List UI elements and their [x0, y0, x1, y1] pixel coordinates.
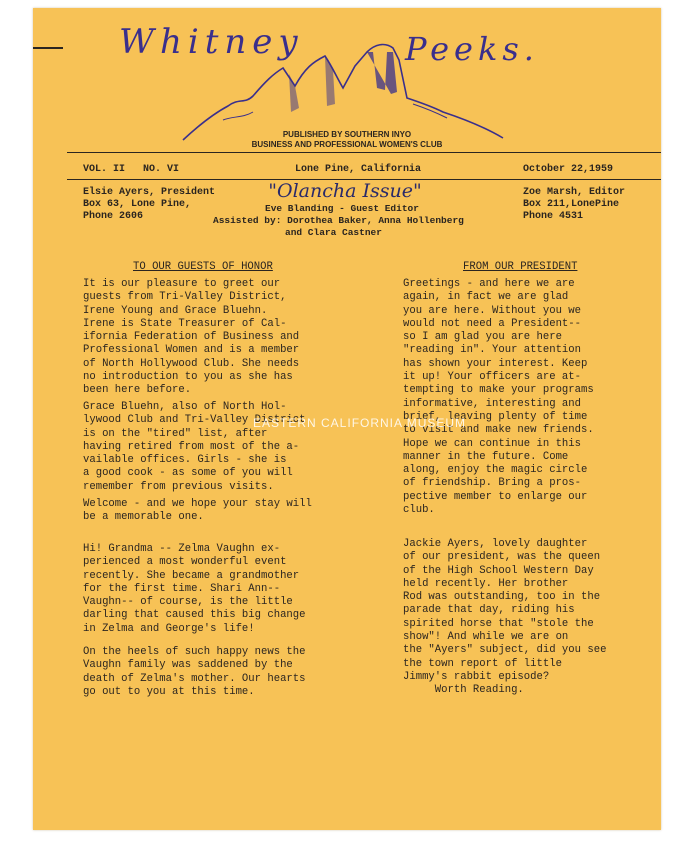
editor-box: Box 211,LonePine: [523, 199, 620, 210]
right-paragraph-2: Jackie Ayers, lovely daughter of our president, was the queen of the High School Western Day held recently. Her brother Rod was outstanding, too in the parade that day, riding his spirited horse that "stole the show"! And while we are on the "Ayers" subject, did you see the town report of little Jimmy's rabbit episode? Worth Reading.: [403, 538, 607, 697]
editors-block: [213, 203, 483, 239]
museum-watermark: EASTERN CALIFORNIA MUSEUM: [253, 416, 467, 430]
president-name: Elsie Ayers, President: [83, 187, 216, 198]
left-column-heading: TO OUR GUESTS OF HONOR: [133, 261, 273, 273]
editor-phone: Phone 4531: [523, 211, 584, 222]
guest-editor: Eve Blanding - Guest Editor: [265, 203, 419, 214]
issue-place: Lone Pine, California: [295, 164, 422, 175]
publisher-line-2: BUSINESS AND PROFESSIONAL WOMEN'S CLUB: [251, 140, 443, 149]
left-paragraph-5: On the heels of such happy news the Vaughn family was saddened by the death of Zelma's mother. Our hearts go out to you at this time.: [83, 646, 306, 698]
volume-number: VOL. II: [83, 164, 126, 175]
president-phone: Phone 2606: [83, 211, 144, 222]
issue-date: October 22,1959: [523, 164, 614, 175]
issue-number: NO. VI: [143, 164, 180, 175]
left-paragraph-2: Grace Bluehn, also of North Hol- lywood Club and Tri-Valley District is on the "tired" list, after having retired from most of the a- vailable offices. Girls - she is a good cook - as some of you will remember from previous visits.: [83, 401, 306, 493]
left-paragraph-3: Welcome - and we hope your stay will be a memorable one.: [83, 498, 312, 524]
right-column-heading: FROM OUR PRESIDENT: [463, 261, 578, 273]
newsletter-page: [33, 8, 661, 830]
issue-title: "Olancha Issue": [268, 180, 422, 202]
president-box: Box 63, Lone Pine,: [83, 199, 192, 210]
left-paragraph-4: Hi! Grandma -- Zelma Vaughn ex- perienced a most wonderful event recently. She became a grandmother for the first time. Shari Ann-- Vaughn-- of course, is the little darling that caused this big change in Zelma and George's life!: [83, 543, 306, 635]
header-rule-top: [67, 152, 661, 153]
masthead-title-left: Whitney: [119, 22, 304, 62]
assisted-by-line-1: Assisted by: Dorothea Baker, Anna Hollenberg: [213, 215, 464, 226]
masthead-title-right: Peeks.: [405, 30, 539, 68]
publisher-block: [33, 130, 661, 150]
publisher-line-1: PUBLISHED BY SOUTHERN INYO: [282, 130, 412, 139]
editor-contact: [523, 187, 625, 223]
assisted-by-line-2: and Clara Castner: [285, 227, 382, 238]
editor-name: Zoe Marsh, Editor: [523, 187, 626, 198]
president-contact: [83, 187, 215, 223]
left-paragraph-1: It is our pleasure to greet our guests from Tri-Valley District, Irene Young and Grace Bluehn. Irene is State Treasurer of Cal- ifornia Federation of Business and Professional Women and is a member of North Hollywood Club. She needs no introduction to you as she has been here before.: [83, 278, 300, 397]
right-paragraph-1: Greetings - and here we are again, in fact we are glad you are here. Without you we would not need a President-- so I am glad you are here "reading in". Your attention has shown your interest. Keep it up! Your officers are at- tempting to make your programs informative, interesting and brief, leaving plenty of time to visit and make new friends. Hope we can continue in this manner in the future. Come along, enjoy the magic circle of friendship. Bring a pros- pective member to enlarge our club.: [403, 278, 594, 517]
